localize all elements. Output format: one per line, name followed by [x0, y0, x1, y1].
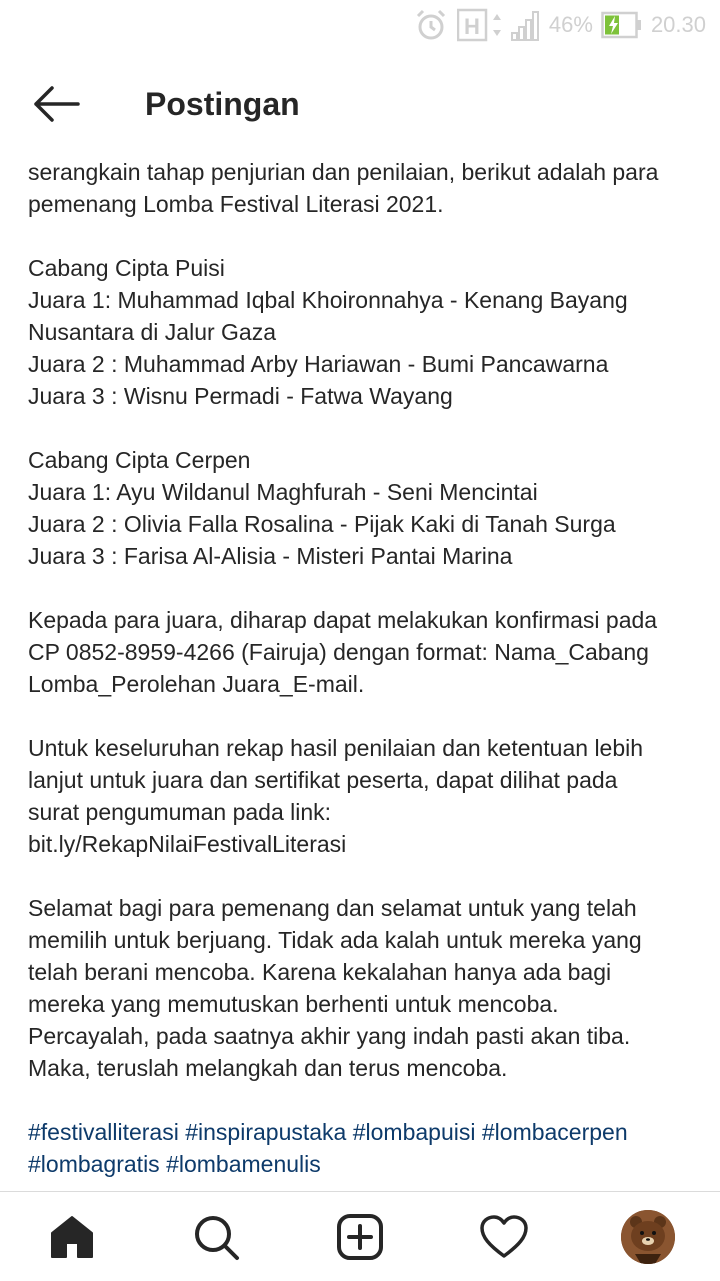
nav-activity-button[interactable] [472, 1205, 536, 1269]
caption-line: Untuk keseluruhan rekap hasil penilaian dan ketentuan lebih [28, 735, 644, 761]
category-heading: Cabang Cipta Cerpen [28, 447, 251, 473]
battery-percent: 46% [548, 12, 593, 37]
alarm-icon [413, 7, 449, 43]
hashtag[interactable]: #lombamenulis [166, 1151, 321, 1177]
app-header [0, 60, 720, 148]
nav-add-post-button[interactable] [328, 1205, 392, 1269]
heart-icon [479, 1214, 529, 1260]
clock: 20.30 [650, 12, 706, 37]
home-icon [48, 1213, 96, 1261]
bottom-navigation [0, 1191, 720, 1281]
caption-line: Maka, teruslah melangkah dan terus mencoba. [28, 1055, 508, 1081]
category-heading: Cabang Cipta Puisi [28, 255, 225, 281]
hashtag-line [28, 1148, 698, 1180]
back-button[interactable] [30, 82, 82, 126]
post-caption [28, 156, 698, 1180]
winner-line: Juara 3 : Farisa Al-Alisia - Misteri Pantai Marina [28, 543, 513, 569]
page-title: Postingan [145, 86, 300, 122]
caption-line: surat pengumuman pada link: [28, 799, 332, 825]
plus-square-icon [336, 1213, 384, 1261]
caption-line: memilih untuk berjuang. Tidak ada kalah untuk mereka yang [28, 927, 642, 953]
battery-charging-icon [601, 10, 643, 40]
status-bar [0, 0, 720, 50]
caption-line: Lomba_Perolehan Juara_E-mail. [28, 671, 365, 697]
winner-line: Juara 2 : Muhammad Arby Hariawan - Bumi Pancawarna [28, 351, 609, 377]
hashtag[interactable]: #lombacerpen [481, 1119, 628, 1145]
caption-line: serangkain tahap penjurian dan penilaian, berikut adalah para [28, 159, 659, 185]
caption-line: Selamat bagi para pemenang dan selamat untuk yang telah [28, 895, 637, 921]
caption-line: mereka yang memutuskan berhenti untuk mencoba. [28, 991, 559, 1017]
bear-avatar-icon [621, 1210, 675, 1264]
winner-line: Juara 3 : Wisnu Permadi - Fatwa Wayang [28, 383, 453, 409]
nav-home-button[interactable] [40, 1205, 104, 1269]
hashtag[interactable]: #festivalliterasi [28, 1119, 179, 1145]
signal-icon [511, 9, 541, 41]
hashtag[interactable]: #inspirapustaka [185, 1119, 347, 1145]
caption-line: Kepada para juara, diharap dapat melakukan konfirmasi pada [28, 607, 658, 633]
avatar [621, 1210, 675, 1264]
winner-line: Juara 1: Ayu Wildanul Maghfurah - Seni Mencintai [28, 479, 538, 505]
caption-line: pemenang Lomba Festival Literasi 2021. [28, 191, 444, 217]
search-icon [192, 1213, 240, 1261]
caption-line: lanjut untuk juara dan sertifikat peserta, dapat dilihat pada [28, 767, 618, 793]
arrow-left-icon [30, 82, 82, 126]
nav-profile-button[interactable] [616, 1205, 680, 1269]
winner-line: Juara 2 : Olivia Falla Rosalina - Pijak Kaki di Tanah Surga [28, 511, 616, 537]
winner-line: Nusantara di Jalur Gaza [28, 319, 277, 345]
caption-line: CP 0852-8959-4266 (Fairuja) dengan format: Nama_Cabang [28, 639, 649, 665]
caption-link[interactable]: bit.ly/RekapNilaiFestivalLiterasi [28, 831, 347, 857]
network-h-icon [457, 8, 503, 42]
nav-search-button[interactable] [184, 1205, 248, 1269]
hashtag[interactable]: #lombagratis [28, 1151, 160, 1177]
hashtag-line [28, 1116, 698, 1148]
hashtag[interactable]: #lombapuisi [352, 1119, 476, 1145]
network-type-label: H [463, 14, 480, 39]
caption-line: Percayalah, pada saatnya akhir yang indah pasti akan tiba. [28, 1023, 631, 1049]
caption-line: telah berani mencoba. Karena kekalahan hanya ada bagi [28, 959, 612, 985]
winner-line: Juara 1: Muhammad Iqbal Khoironnahya - Kenang Bayang [28, 287, 628, 313]
